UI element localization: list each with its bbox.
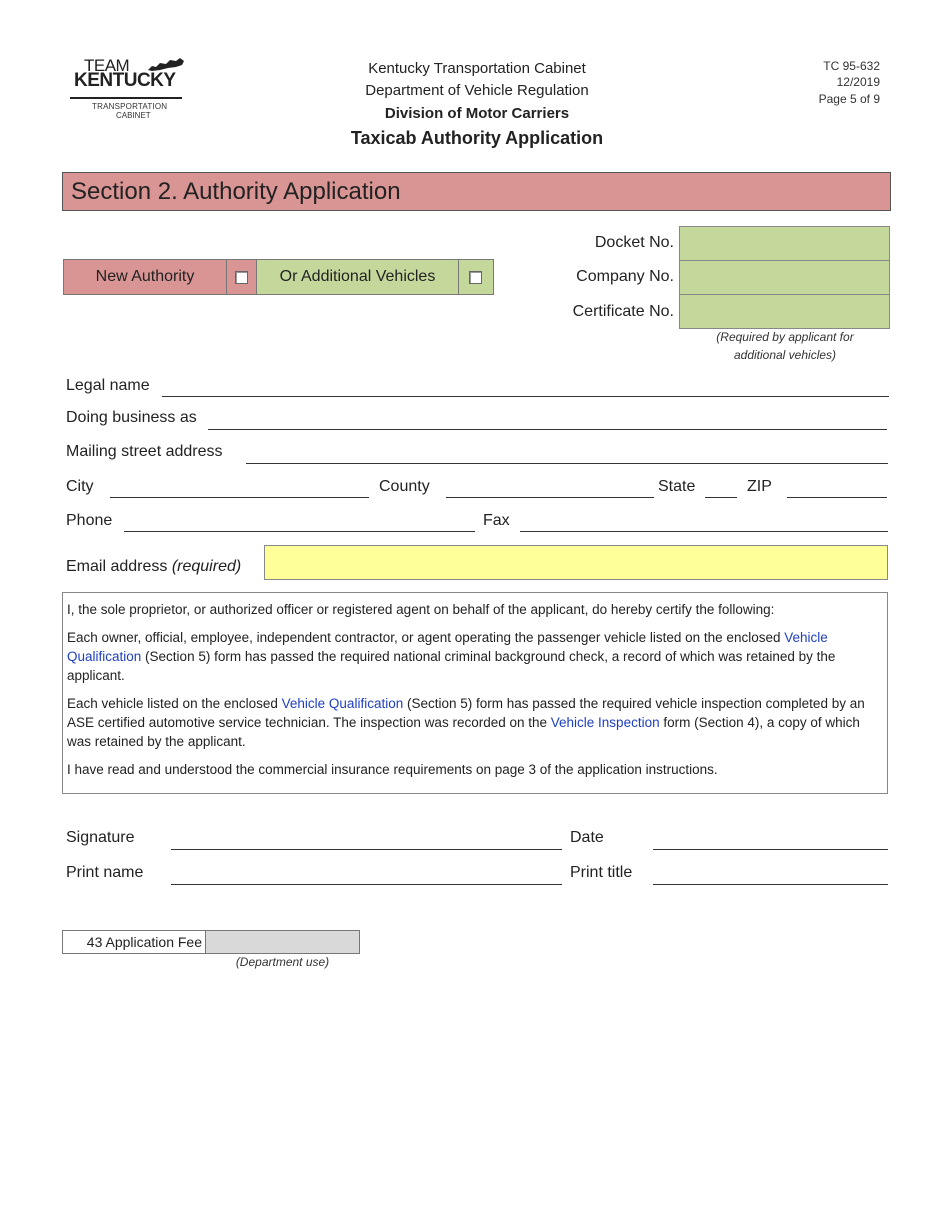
company-field[interactable] — [679, 260, 890, 295]
certification-intro: I, the sole proprietor, or authorized officer or registered agent on behalf of the applicant, do hereby certify the following: — [67, 602, 775, 617]
division-name: Division of Motor Carriers — [384, 105, 570, 122]
email-required-note: (required) — [171, 558, 242, 575]
additional-vehicles-label: Or Additional Vehicles — [256, 259, 459, 295]
cert-p1-text-b: (Section 5) form has passed the required national criminal background check, a record of which was retained by the applicant. — [67, 649, 836, 683]
application-fee-label: 43 Application Fee — [62, 930, 206, 954]
logo-kentucky-text: KENTUCKY — [74, 70, 176, 91]
print-name-label: Print name — [66, 864, 144, 881]
email-label — [66, 558, 241, 576]
docket-note-line1: (Required by applicant for — [716, 330, 854, 344]
date-field[interactable] — [653, 849, 888, 850]
fax-label: Fax — [483, 512, 510, 529]
print-title-label: Print title — [570, 864, 633, 881]
print-title-field[interactable] — [653, 884, 888, 885]
phone-field[interactable] — [124, 531, 475, 532]
date-label: Date — [570, 829, 604, 846]
vehicle-inspection-link[interactable]: Vehicle Inspection — [550, 715, 660, 730]
print-name-field[interactable] — [171, 884, 562, 885]
logo-cabinet-text: CABINET — [116, 111, 151, 120]
new-authority-cell — [226, 259, 257, 295]
dba-field[interactable] — [208, 429, 887, 430]
form-title: Taxicab Authority Application — [350, 128, 604, 148]
additional-vehicles-checkbox[interactable] — [469, 271, 482, 284]
certificate-label: Certificate No. — [572, 303, 674, 320]
additional-vehicles-cell — [458, 259, 494, 295]
fax-field[interactable] — [520, 531, 888, 532]
certification-paragraph-1 — [67, 628, 879, 685]
application-fee-field[interactable] — [205, 930, 360, 954]
docket-label: Docket No. — [594, 234, 674, 251]
team-kentucky-logo — [66, 56, 194, 122]
docket-note-line2: additional vehicles) — [733, 348, 837, 362]
vehicle-qualification-link-2[interactable]: Vehicle Qualification — [281, 696, 404, 711]
certification-box — [62, 592, 888, 794]
logo-transportation-text: TRANSPORTATION — [92, 102, 168, 111]
state-field[interactable] — [705, 497, 737, 498]
form-date: 12/2019 — [836, 75, 880, 89]
county-field[interactable] — [446, 497, 654, 498]
zip-label: ZIP — [747, 478, 772, 495]
city-field[interactable] — [110, 497, 369, 498]
logo-rule — [70, 97, 182, 99]
certificate-field[interactable] — [679, 294, 890, 329]
zip-field[interactable] — [787, 497, 887, 498]
vehicle-qualification-link[interactable]: Vehicle Qualification — [67, 630, 828, 664]
certification-paragraph-2 — [67, 694, 879, 751]
logo-team-text: TEAM — [84, 56, 130, 75]
mailing-address-label: Mailing street address — [66, 443, 223, 460]
department-name: Department of Vehicle Regulation — [365, 82, 589, 99]
mailing-address-field[interactable] — [246, 463, 888, 464]
legal-name-field[interactable] — [162, 396, 889, 397]
page-number: Page 5 of 9 — [818, 92, 880, 106]
docket-field[interactable] — [679, 226, 890, 261]
certification-paragraph-3: I have read and understood the commercial insurance requirements on page 3 of the application instructions. — [67, 762, 718, 777]
state-label: State — [658, 478, 696, 495]
cert-p1-text-a: Each owner, official, employee, independent contractor, or agent operating the passenger vehicle listed on the enclosed — [67, 630, 785, 645]
email-label-text: Email address — [66, 558, 172, 575]
phone-label: Phone — [66, 512, 113, 529]
form-number: TC 95-632 — [823, 59, 880, 73]
new-authority-label: New Authority — [63, 259, 227, 295]
section-title: Section 2. Authority Application — [62, 172, 891, 211]
cert-p2-text-c: form (Section 4), a copy of which was retained by the applicant. — [67, 715, 860, 749]
cert-p2-text-b: (Section 5) form has passed the required vehicle inspection completed by an ASE certified automotive service technician. The inspection was recorded on the — [67, 696, 865, 730]
signature-label: Signature — [66, 829, 135, 846]
email-field[interactable] — [264, 545, 888, 580]
department-use-note: (Department use) — [235, 955, 330, 969]
new-authority-checkbox[interactable] — [235, 271, 248, 284]
signature-field[interactable] — [171, 849, 562, 850]
agency-name: Kentucky Transportation Cabinet — [368, 60, 586, 77]
city-label: City — [66, 478, 94, 495]
legal-name-label: Legal name — [66, 377, 150, 394]
company-label: Company No. — [576, 268, 674, 285]
county-label: County — [379, 478, 430, 495]
cert-p2-text-a: Each vehicle listed on the enclosed — [67, 696, 282, 711]
dba-label: Doing business as — [66, 409, 197, 426]
